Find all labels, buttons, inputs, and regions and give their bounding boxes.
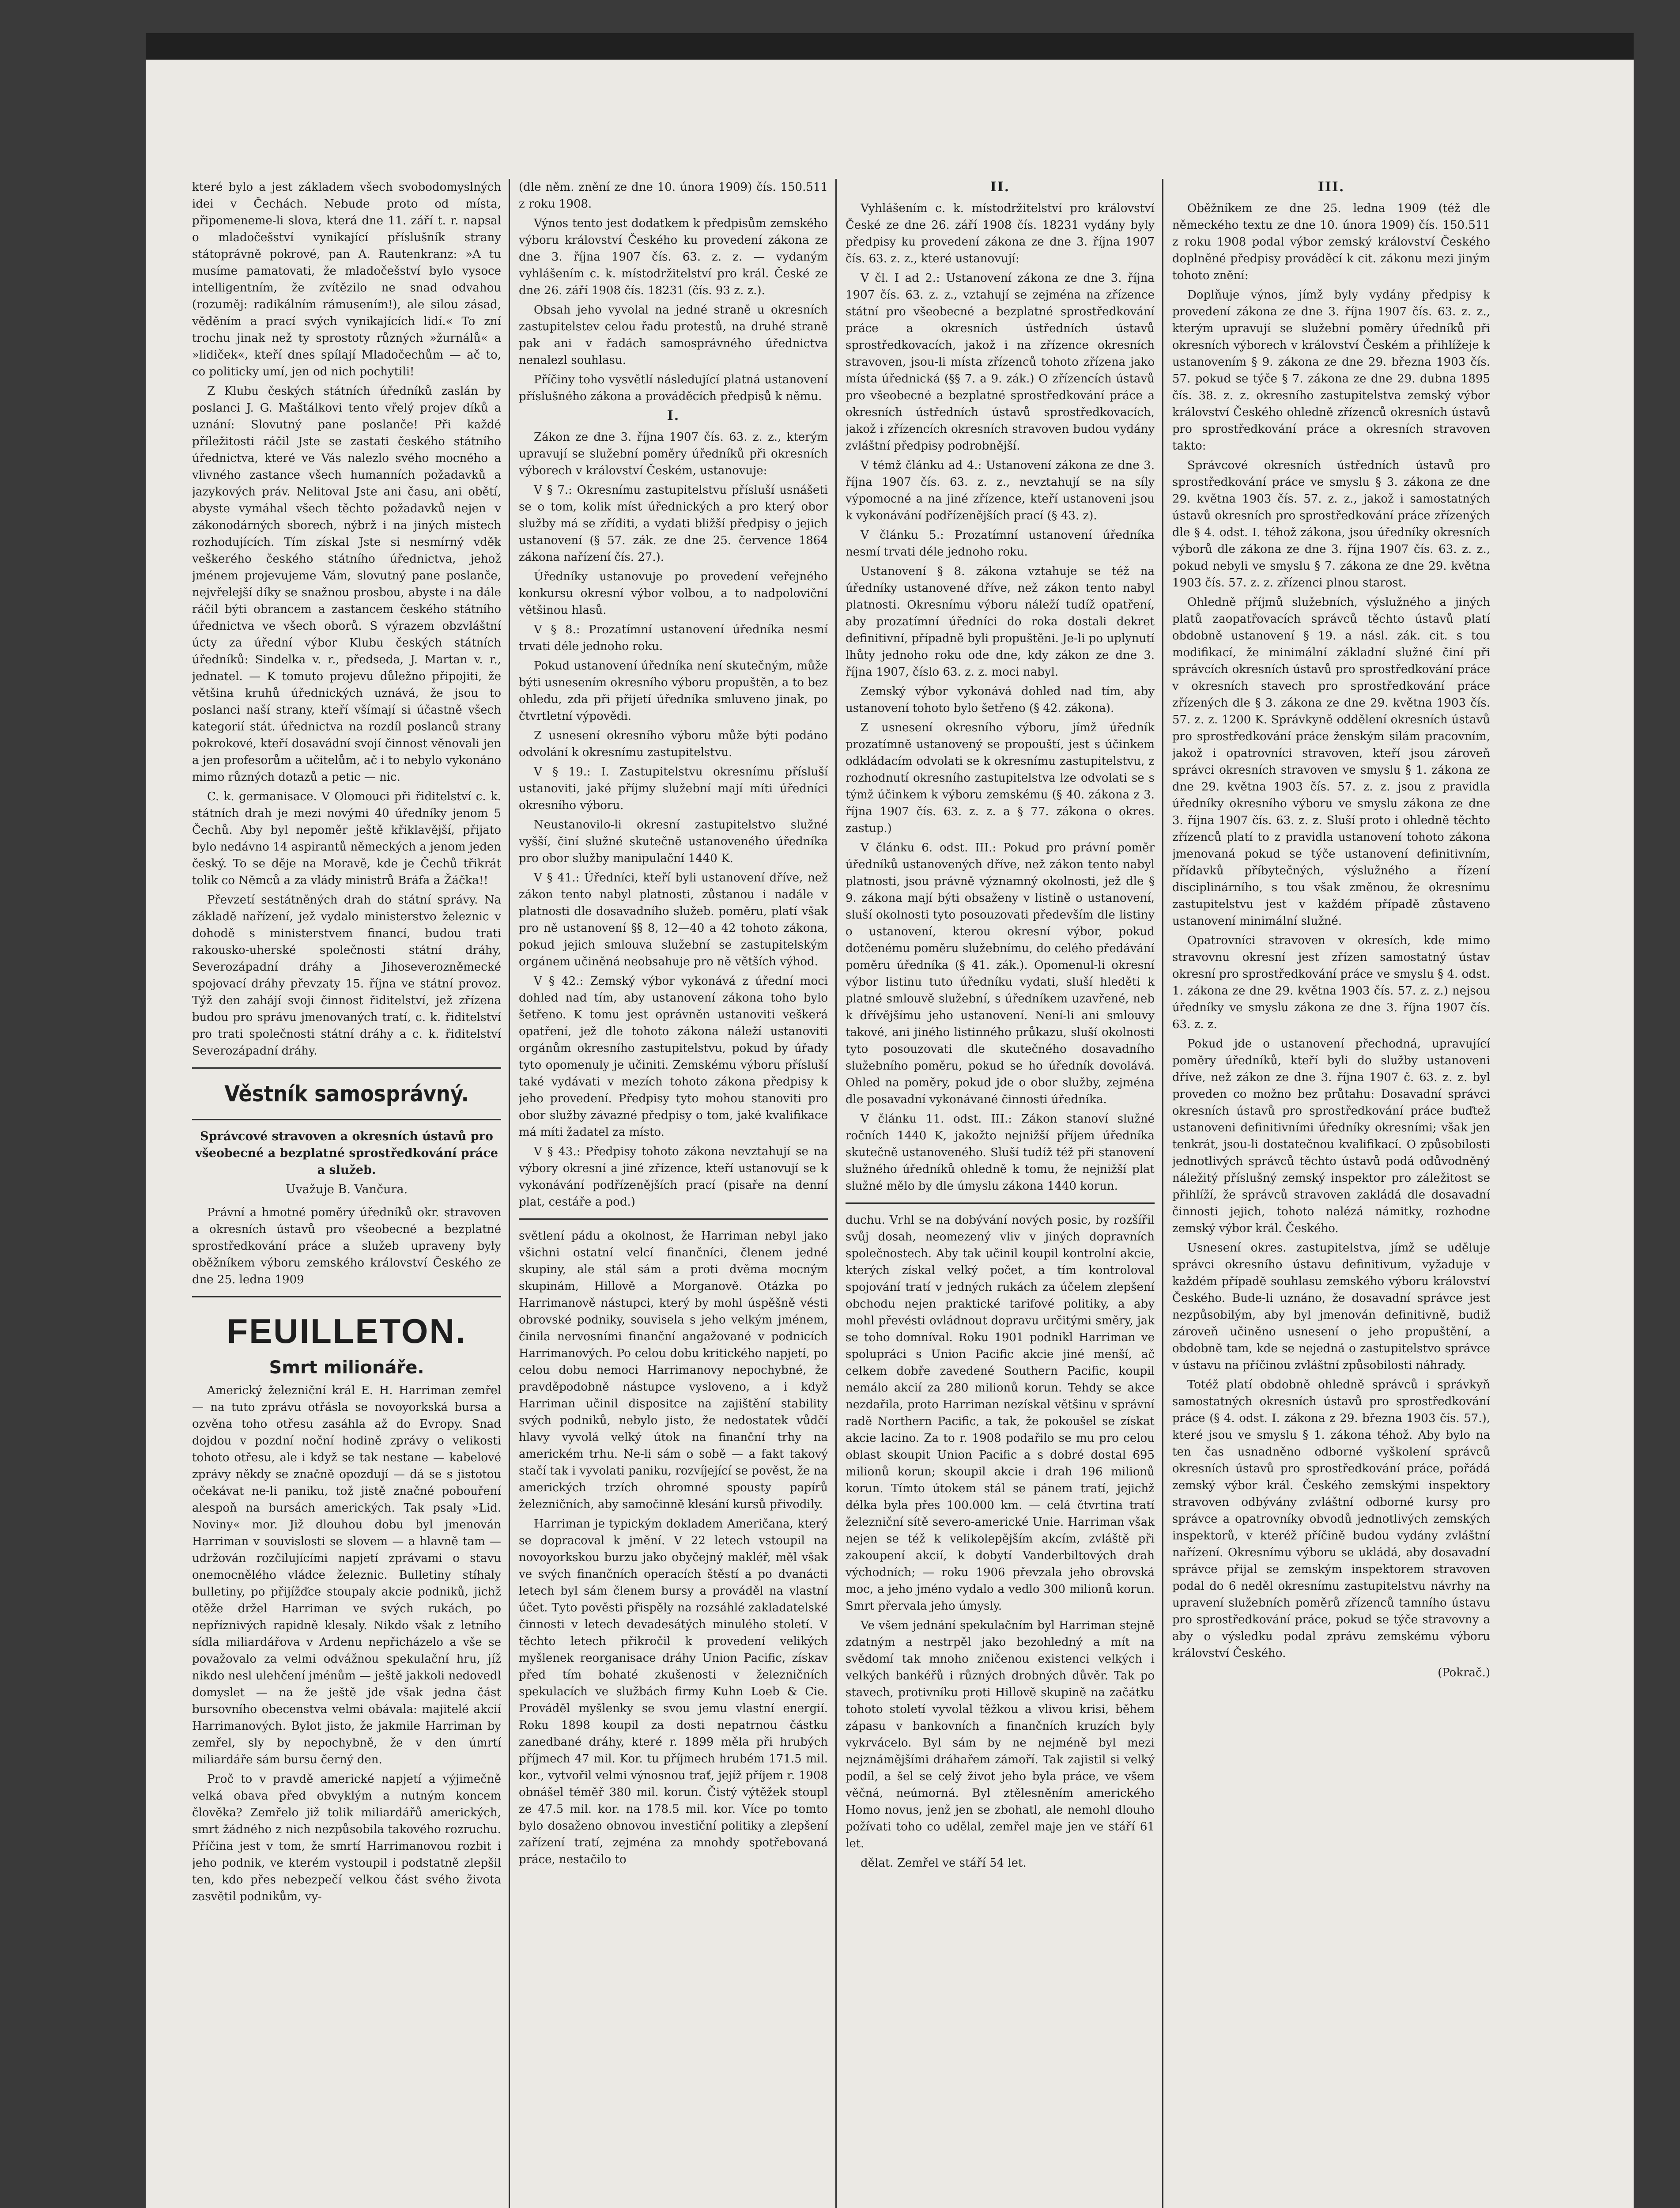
- feuilleton-title: Smrt milionáře.: [269, 1357, 424, 1378]
- paragraph: V témž článku ad 4.: Ustanovení zákona ze dne 3. října 1907 čís. 63. z. z., nevztahují se na síly výpomocné a na jiné zřízence, kteří ustanoveni jsou k vykonávání podřízenějších prací (§ 43. z).: [846, 459, 1155, 522]
- paragraph: Výnos tento jest dodatkem k předpisům zemského výboru království Českého ku provedení zákona ze dne 3. října 1907 čís. 63. z. z. — vydaným vyhlášením c. k. místodržitelství pro král. České ze dne 26. září 1908 čís. 18231 (čís. 93 z. z.).: [519, 217, 828, 297]
- divider: [192, 1296, 501, 1297]
- article-author: Uvažuje B. Vančura.: [285, 1183, 408, 1196]
- column-rule: [509, 179, 510, 2208]
- feuilleton-divider: [519, 1218, 828, 1220]
- column-4: [1172, 179, 1490, 2208]
- paragraph: Vyhlášením c. k. místodržitelství pro království České ze dne 26. září 1908 čís. 18231 vydány byly předpisy ku provedení zákona ze dne 3. října 1907 čís. 63. z. z., které ustanovují:: [846, 202, 1155, 265]
- column-3: [846, 179, 1155, 2208]
- section-number: II.: [990, 179, 1010, 195]
- paragraph: Obsah jeho vyvolal na jedné straně u okresních zastupitelstev celou řadu protestů, na druhé straně pak ani v řadách samosprávného úřednictva nenalezl souhlasu.: [519, 303, 828, 367]
- paragraph: V § 19.: I. Zastupitelstvu okresnímu přísluší ustanoviti, jaké příjmy služební mají míti úředníci okresního výboru.: [519, 765, 828, 812]
- paragraph: dělat. Zemřel ve stáří 54 let.: [861, 1856, 1027, 1870]
- paragraph: C. k. germanisace. V Olomouci při řiditelství c. k. státních drah je mezi novými 40 úředníky jenom 5 Čechů. Aby byl nepoměr ještě křiklavější, přijato bylo nedávno 14 aspirantů německých a jenom jeden český. To se děje na Moravě, kde je Čechů třikrát tolik co Němců a za vlády ministrů Bráfa a Žáčka!!: [192, 790, 501, 887]
- section-heading-feuilleton: FEUILLETON.: [227, 1312, 467, 1350]
- paragraph: Oběžníkem ze dne 25. ledna 1909 (též dle německého textu ze dne 10. února 1909) čís. 150.511 z roku 1908 podal výbor zemský království Českého doplněné předpisy prováděcí k cit. zákonu mezi jiným tohoto znění:: [1172, 202, 1490, 282]
- paragraph: Převzetí sestátněných drah do státní správy. Na základě nařízení, jež vydalo ministerstvo železnic v dohodě s ministerstvem financí, budou trati rakousko-uherské společnosti státní dráhy, Severozápadní dráhy a Jihoseverozněmecké spojovací dráhy převzaty 15. října ve státní provoz. Týž den zahájí svoji činnost řiditelství, jež zřízena budou pro správu jmenovaných tratí, c. k. řiditelství pro trati společnosti státní dráhy a c. k. řiditelství Severozápadní dráhy.: [192, 893, 501, 1058]
- continued-note: (Pokrač.): [1438, 1666, 1490, 1679]
- paragraph: (dle něm. znění ze dne 10. února 1909) čís. 150.511 z roku 1908.: [519, 181, 828, 211]
- paragraph: V článku 11. odst. III.: Zákon stanoví služné ročních 1440 K, jakožto nejnižší příjem úředníka skutečně ustanoveného. Sluší tudíž též při stanovení služného úředníků ohledně k tomu, že nejnižší plat služné mělo by dle úmyslu zákona 1440 korun.: [846, 1112, 1155, 1193]
- divider: [192, 1119, 501, 1120]
- paragraph: Neustanovilo-li okresní zastupitelstvo služné vyšší, činí služné skutečně ustanoveného úředníka pro obor služby manipulační 1440 K.: [519, 818, 828, 865]
- column-2: [519, 179, 828, 2208]
- top-dark-edge: [146, 33, 1634, 60]
- paragraph: Pokud ustanovení úředníka není skutečným, může býti usnesením okresního výboru propuštěn, a to bez ohledu, zda při přijetí úředníka smluveno jinak, po čtvrtletní výpovědi.: [519, 659, 828, 723]
- paragraph: Doplňuje výnos, jímž byly vydány předpisy k provedení zákona ze dne 3. října 1907 čís. 63. z. z., kterým upravují se služební poměry úředníků při okresních výborech v království Českém a přihlížeje k ustanovením § 9. zákona ze dne 29. března 1903 čís. 57. pokud se týče § 7. zákona ze dne 29. dubna 1895 čís. 38. z. z. okresního zastupitelstva zemský výbor království Českého ohledně zřízenců okresních ústavů pro sprostředkování práce a okresních stravoven takto:: [1172, 288, 1490, 453]
- paragraph: Z Klubu českých státních úředníků zaslán by poslanci J. G. Maštálkovi tento vřelý projev díků a uznání: Slovutný pane poslanče! Při každé příležitosti ráčil Jste se zastati českého státního úřednictva, které ve Vás nalezlo svého mocného a vlivného zastance všech humanních požadavků a jazykových práv. Nelitoval Jste ani času, ani obětí, abyste vymáhal všech těchto požadavků nejen v zákonodárných sborech, nýbrž i na jiných místech rozhodujících. Tím získal Jste si nesmírný vděk veškerého českého státního úřednictva, jehož jménem projevujeme Vám, slovutný pane poslanče, nejvřelejší díky se snažnou prosbou, abyste i na dále ráčil býti obrancem a zastancem českého státního úřednictva ve všech oborů. S výrazem obzvláštní úcty za úřední výbor Klubu českých státních úředníků: Sindelka v. r., předseda, J. Martan v. r., jednatel. — K tomuto projevu důležno připojiti, že většina kruhů úřednických uznává, že jsou to poslanci naší strany, kteří všímají si účastně všech kategorií stát. úřednictva na rozdíl poslanců strany pokrokové, kteří dosavádní svojí činnost věnovali jen a jen profesorům a učitelům, ač i to nebylo vykonáno mimo různých dotazů a petic — nic.: [192, 385, 501, 784]
- paragraph: Zemský výbor vykonává dohled nad tím, aby ustanovení tohoto bylo šetřeno (§ 42. zákona).: [846, 685, 1155, 715]
- paragraph: V článku 6. odst. III.: Pokud pro právní poměr úředníků ustanovených dříve, než zákon tento nabyl platnosti, jsou právně významný okolnosti, jež dle § 9. zákona mají býti obsaženy v listině o ustanovení, sluší okolnosti tyto posouzovati především dle listiny o ustanovení, kterou okresní výbor, pokud dotčenému poměru služebnímu, do celého předávání poměru úředníka (§ 41. zák.). Opomenul-li okresní výbor listinu tuto úředníku vydati, sluší hleděti k platné smlouvě služební, s úředníkem uzavřené, neb k dřívějšímu jeho ustanovení. Není-li ani smlouvy takové, ani jiného listinného průkazu, sluší okolnosti tyto posouzovati dle skutečného dosavadního služebního poměru, pokud se ho úředník dovolává. Ohled na poměry, pokud jde o obor služby, zejména dle posavadní vykonávané činnosti úředníka.: [846, 841, 1155, 1106]
- paragraph: Ve všem jednání spekulačním byl Harriman stejně zdatným a nestrpěl jako bezohledný a mít na svědomí tak mnoho zničenou existenci velkých i velkých bankéřů i různých drobných důvěr. Tak po stavech, protivníku proti Hillově skupině na začátku tohoto století vyvolal těžkou a vlivou krisi, během zápasu v bankovních a finančních kruzích byly vykrvácelo. Byl sám by ne nejméně byl mezi nejznámějšími dráhařem zámoří. Tak zajistil si velký podíl, a šel se celý život jeho byla práce, ve všem věčná, neúmorná. Byl ztělesněním amerického Homo novus, jenž jen se zbohatl, ale nemohl dlouho požívati toho co udělal, zemřel maje jen ve stáří 61 let.: [846, 1619, 1155, 1850]
- paragraph: Správcové okresních ústředních ústavů pro sprostředkování práce ve smyslu § 3. zákona ze dne 29. května 1903 čís. 57. z. z., jakož i samostatných ústavů okresních pro sprostředkování práce zřízených dle § 4. odst. I. téhož zákona, jsou úředníky okresních výborů dle zákona ze dne 3. října 1907 čís. 63. z. z., pokud nebyli ve smyslu § 7. zákona ze dne 29. května 1903 čís. 57. z. z. zřízenci plnou starost.: [1172, 459, 1490, 590]
- paragraph: Americký železniční král E. H. Harriman zemřel — na tuto zprávu otřásla se novoyorkská bursa a ozvěna toho otřesu zasáhla až do Evropy. Snad dojdou v pozdní noční hodině zprávy o velikosti tohoto otřesu, ale i když se tak nestane — kabelové zprávy někdy se značně opozdují — dá se s jistotou očekávat ne-li paniku, tož jistě značné pobouření alespoň na bursách amerických. Tak psaly »Lid. Noviny« mor. Již dlouhou dobu byl jmenován Harriman v souvislosti se slovem — a hlavně tam — udržován rozčilujícími napjetí zprávami o stavu onemocnělého vládce železnic. Bulletiny stíhaly bulletiny, po přijížďce stoupaly akcie podniků, jichž otěže držel Harriman ve svých rukách, po nepříznivých rapidně klesaly. Nikdo však z letního sídla miliardářova v Ardenu nepřicházelo a vše se považovalo za velmi odvážnou spekulační hru, jíž nikdo nesl ulehčení jménům — ještě jakkoli nedovedl domyslet — na že ještě jde však jedna část bursovního obecenstva velmi obávala: majitelé akcií Harrimanových. Bylot jisto, že jakmile Harriman by zemřel, sly by nepochybně, že v den úmrtí miliardáře sám bursu černý den.: [192, 1384, 501, 1766]
- article-subtitle: Správcové stravoven a okresních ústavů pro všeobecné a bezplatné sprostředkování práce a služeb.: [195, 1130, 498, 1177]
- feuilleton-divider: [846, 1202, 1155, 1204]
- paragraph: V čl. I ad 2.: Ustanovení zákona ze dne 3. října 1907 čís. 63. z. z., vztahují se zejména na zřízence státní pro všeobecné a bezplatné sprostředkování práce a okresních ústředních ústavů sprostředkovacích, jakož i na zřízence okresních stravoven, jsou-li místa zřízenců tohoto zřízena jako místa úřednická (§§ 7. a 9. zák.) O zřízencích ústavů pro všeobecné a bezplatné sprostředkování práce a okresních ústředních ústavů sprostředkovacích, jakož i zřízencích okresních stravoven budou vydány zvláštní předpisy podrobnější.: [846, 272, 1155, 453]
- column-rule: [835, 179, 837, 2208]
- paragraph: Ustanovení § 8. zákona vztahuje se též na úředníky ustanovené dříve, než zákon tento nabyl platnosti. Okresnímu výboru náleží tudíž opatření, aby prozatímní úředníci do roka dostali dekret definitivní, případně byli propuštěni. Je-li po uplynutí lhůty jednoho roku ode dne, kdy zákon ze dne 3. října 1907, číslo 63. z. z. moci nabyl.: [846, 565, 1155, 679]
- paragraph: Usnesení okres. zastupitelstva, jímž se uděluje správci okresního ústavu definitivum, vyžaduje v každém případě souhlasu zemského výboru království Českého. Bude-li uznáno, že dosavadní správce jest nezpůsobilým, aby byl jmenován definitivně, budiž zároveň učiněno usnesení o jeho propuštění, a obdobně tam, kde se nejedná o zastupitelstvo správce v ústavu na příčinou zvláštní způsobilosti náhrady.: [1172, 1241, 1490, 1372]
- paragraph: Totéž platí obdobně ohledně správců i správkyň samostatných okresních ústavů pro sprostředkování práce (§ 4. odst. I. zákona z 29. března 1903 čís. 57.), které jsou ve smyslu § 1. zákona téhož. Aby bylo na ten čas usnadněno odborné vyškolení správců okresních ústavů pro sprostředkování práce, pořádá zemský výbor král. Českého zemskými inspektory stravoven odbývány zvláštní odborné kursy pro správce a opatrovníky obvodů jednotlivých zemských inspektorů, v kteréž příčině budou vydány zvláštní nařízení. Okresnímu výboru se ukládá, aby dosavadní správce přijal se zemským inspektorem stravoven podal do 6 neděl okresnímu zastupitelstvu návrhy na upravení služebních poměrů zřízenců tamního ústavu pro sprostředkování práce, pokud se týče stravovny a aby o výsledku podal zprávu zemskému výboru království Českého.: [1172, 1378, 1490, 1660]
- paragraph: V článku 5.: Prozatímní ustanovení úředníka nesmí trvati déle jednoho roku.: [846, 529, 1155, 559]
- newspaper-page: [146, 33, 1634, 2208]
- divider: [192, 1067, 501, 1069]
- paragraph: světlení pádu a okolnost, že Harriman nebyl jako všichni ostatní velcí finančníci, členem jedné skupiny, ale stál sám a proti dvěma mocným skupinám, Hillově a Morganově. Otázka po Harrimanově nástupci, který by mohl úspěšně vésti obrovské podniky, souvisela s jeho velkým jménem, činila nervosními finanční angažované v podnicích Harrimanových. Po celou dobu kritického napjetí, po celou dobu nemoci Harrimanovy nepochybné, že pravděpodobně nástupce vysloveno, a i když Harriman učinil dispositce na zajištění stability svých podniků, nebylo jisto, že nedostatek vůdčí hlavy vyvolá velký útok na finanční trhy na americkém trhu. Ne-li sám o sobě — a fakt takový stačí tak i vyvolati paniku, rozvíjející se pověst, že na amerických trzích ohromné spousty papírů železničních, aby samočinně klesání kursů přivodily.: [519, 1229, 828, 1511]
- section-heading-vestnik: Věstník samosprávný.: [224, 1081, 469, 1107]
- paragraph: Pokud jde o ustanovení přechodná, upravující poměry úředníků, kteří byli do služby ustanoveni dříve, než zákon ze dne 3. října 1907 č. 63. z. z. byl proveden co možno bez průtahu: Dosavadní správci okresních ústavů pro sprostředkování práce buďtež ustanoveni definitivními úředníky okresními; však jen tenkrát, jsou-li dostatečnou kvalifikací. O způsobilosti jednotlivých správců těchto ústavů podá odůvodněný náležitý příslušný zemský inspektor pro záležitost se přihlíží, že správců stravoven zakládá dle dosavadní činnosti jejich, tohoto nalézá námitky, rozhodne zemský výbor král. Českého.: [1172, 1037, 1490, 1235]
- paragraph: Ohledně příjmů služebních, výslužného a jiných platů zaopatřovacích správců těchto ústavů platí obdobně ustanovení § 19. a násl. zák. cit. s tou modifikací, že minimální základní služné činí při správcích okresních ústavů pro sprostředkování práce v okresních stavech pro sprostředkování práce zřízených dle § 3. zákona ze dne 29. května 1903 čís. 57. z. z. 1200 K. Správkyně oddělení okresních ústavů pro sprostředkování práce ženským silám pracovním, jakož i opatrovníci stravoven, kteří jsou zároveň správci okresních stravoven ve smyslu § 1. zákona ze dne 29. května 1903 čís. 57. z. z. jsou z pravidla úředníky okresního výboru ve smyslu zákona ze dne 3. října 1907 čís. 63. z. z. Sluší proto i ohledně těchto zřízenců platí to z pravidla ustanovení tohoto zákona jmenovaná pokud se týče ustanovení definitivním, přídavků příbytečných, výslužného a řízení disciplinárního, s tou však změnou, že okresnímu zastupitelstvu jest v každém případě zůstaveno ustanovení minimální služné.: [1172, 596, 1490, 928]
- paragraph: V § 41.: Úředníci, kteří byli ustanovení dříve, než zákon tento nabyl platnosti, zůstanou i nadále v platnosti dle dosavadního služeb. poměru, platí však pro ně ustanovení §§ 8, 12—40 a 42 tohoto zákona, pokud jejich smlouva služební se zastupitelským orgánem učiněná neobsahuje pro ně větších výhod.: [519, 871, 828, 968]
- paragraph: Právní a hmotné poměry úředníků okr. stravoven a okresních ústavů pro všeobecné a bezplatné sprostředkování práce a služeb upraveny byly oběžníkem výboru zemského království Českého ze dne 25. ledna 1909: [192, 1206, 501, 1286]
- paragraph: které bylo a jest základem všech svobodomyslných idei v Čechách. Nebude proto od místa, připomeneme-li slova, která dne 11. září t. r. napsal o mladočešství vynikající příslušník strany státoprávně pokrové, pan A. Rautenkranz: »A tu musíme pamatovati, že mladočešství bylo vysoce intelligentním, že zvítězilo ne snad odvahou (rozuměj: radikálním rámusením!), ale silou zásad, věděním a prací svých vynikajících lidí.« To zní trochu jinak než ty sprostoty různých »žurnálů« a »lidiček«, kteří dnes spílají Mladočechům — ač to, co politicky umí, jen od nich pochytili!: [192, 181, 501, 378]
- paragraph: Příčiny toho vysvětlí následující platná ustanovení příslušného zákona a prováděcích předpisů k němu.: [519, 373, 828, 403]
- paragraph: V § 7.: Okresnímu zastupitelstvu přísluší usnášeti se o tom, kolik míst úřednických a pro který obor služby má se zříditi, a vydati bližší předpisy o jejich ustanovení (§ 57. zák. ze dne 25. července 1864 zákona nařízení čís. 27.).: [519, 484, 828, 564]
- paragraph: V § 42.: Zemský výbor vykonává z úřední moci dohled nad tím, aby ustanovení zákona toho bylo šetřeno. K tomu jest oprávněn ustanoviti veškerá opatření, jež dle tohoto zákona náleží ustanoviti orgánům okresního zastupitelstvu, pokud by úřady tyto opomenuly je učiniti. Zemskému výboru přísluší také vydávati v mezích tohoto zákona předpisy k jeho provedení. Předpisy tyto mohou stanoviti pro obor služby závazné předpisy o tom, jaké kvalifikace má míti žadatel za místo.: [519, 975, 828, 1139]
- paragraph: V § 8.: Prozatímní ustanovení úředníka nesmí trvati déle jednoho roku.: [519, 623, 828, 653]
- column-1: [192, 179, 501, 2208]
- section-number: III.: [1318, 179, 1345, 195]
- paragraph: Z usnesení okresního výboru může býti podáno odvolání k okresnímu zastupitelstvu.: [519, 729, 828, 759]
- paragraph: Úředníky ustanovuje po provedení veřejného konkursu okresní výbor volbou, a to nadpoloviční většinou hlasů.: [519, 570, 828, 617]
- paragraph: Z usnesení okresního výboru, jímž úředník prozatímně ustanovený se propouští, jest s účinkem odkládacím odvolati se k okresnímu zastupitelstvu, z rozhodnutí okresního zastupitelstva lze odvolati se s týmž účinkem k výboru zemskému (§ 40. zákona z 3. října 1907 čís. 63. z. z. a § 77. zákona o okres. zastup.): [846, 721, 1155, 835]
- column-rule: [1162, 179, 1163, 2208]
- section-number: I.: [667, 408, 680, 423]
- paragraph: Harriman je typickým dokladem Američana, který se dopracoval k jmění. V 22 letech vstoupil na novoyorkskou burzu jako obyčejný makléř, měl však ve svých finančních operacích štěstí a po dvanácti letech byl sám členem bursy a prováděl na vlastní účet. Tyto pověsti přispěly na rozsáhlé zakladatelské činnosti v letech devadesátých minulého století. V těchto letech přikročil k provedení velikých myšlenek reorganisace dráhy Union Pacific, získav před tím bohaté zkušenosti v železničních spekulacích ve službách firmy Kuhn Loeb & Cie. Prováděl myšlenky se svou jemu vlastní energií. Roku 1898 koupil za dosti nepatrnou částku zanedbané dráhy, které r. 1899 měla při hrubých příjmech 47 mil. Kor. tu příjmech hrubém 171.5 mil. kor., vytvořil velmi výnosnou trať, jejíž příjem r. 1908 obnášel téměř 380 mil. korun. Čistý výtěžek stoupl ze 47.5 mil. kor. na 178.5 mil. kor. Více po tomto bylo dosaženo obnovou investiční politiky a zlepšení zařízení tratí, zejména za mnohdy spotřebovaná práce, nestačilo to: [519, 1517, 828, 1866]
- paragraph: Zákon ze dne 3. října 1907 čís. 63. z. z., kterým upravují se služební poměry úředníků při okresních výborech v království Českém, ustanovuje:: [519, 431, 828, 477]
- paragraph: Opatrovníci stravoven v okresích, kde mimo stravovnu okresní jest zřízen samostatný ústav okresní pro sprostředkování práce ve smyslu § 4. odst. 1. zákona ze dne 29. května 1903 čís. 57. z. z.) nejsou úředníky ve smyslu zákona ze dne 3. října 1907 čís. 63. z. z.: [1172, 934, 1490, 1031]
- paragraph: V § 43.: Předpisy tohoto zákona nevztahují se na výbory okresní a jiné zřízence, kteří ustanovují se k vykonávání podřízenějších prací (pisaře na denní plat, cestáře a pod.): [519, 1145, 828, 1209]
- paragraph: Proč to v pravdě americké napjetí a výjimečně velká obava před obvyklým a nutným koncem člověka? Zemřelo již tolik miliardářů amerických, smrt žádného z nich nezpůsobila takového rozruchu. Příčina jest v tom, že smrtí Harrimanovou rozbit i jeho podnik, ve kterém vystoupil i podstatně zlepšil ten, kdo přes nebezpečí velkou část svého života zasvětil podnikům, vy-: [192, 1773, 501, 1903]
- paragraph: duchu. Vrhl se na dobývání nových posic, by rozšířil svůj dosah, neomezený vliv v jiných dopravních společnostech. Aby tak učinil koupil kontrolní akcie, kterých získal velký počet, a tím kontroloval spojování tratí v jedných rukách za účelem zlepšení obchodu nejen praktické tarifové politiky, a aby mohl převésti ovládnout dopravu určitými směry, jak se toho domníval. Roku 1901 podnikl Harriman ve spolupráci s Union Pacific akcie jiné menší, ač celkem dobře zavedené Southern Pacific, koupil nemálo akcií za 280 milionů korun. Tehdy se akce nezdařila, proto Harriman nezískal většinu v správní radě Northern Pacific, a tak, že pokoušel se získat akcie lacino. Za to r. 1908 podařilo se mu pro celou oblast skoupit Union Pacific a s dobré dostal 695 milionů korun; skoupil akcie i drah 196 milionů korun. Tímto útokem stál se pánem tratí, jejichž délka byla přes 100.000 km. — celá čtvrtina tratí železniční sítě severo-americké Unie. Harriman však nejen se též k velikolepějším akcím, zvláště při zakoupení akcií, k dobytí Vanderbiltových drah východních; — roku 1906 převzala jeho obrovská moc, a jeho jméno vydalo a vedlo 300 milionů korun. Smrt přervala jeho úmysly.: [846, 1214, 1155, 1613]
